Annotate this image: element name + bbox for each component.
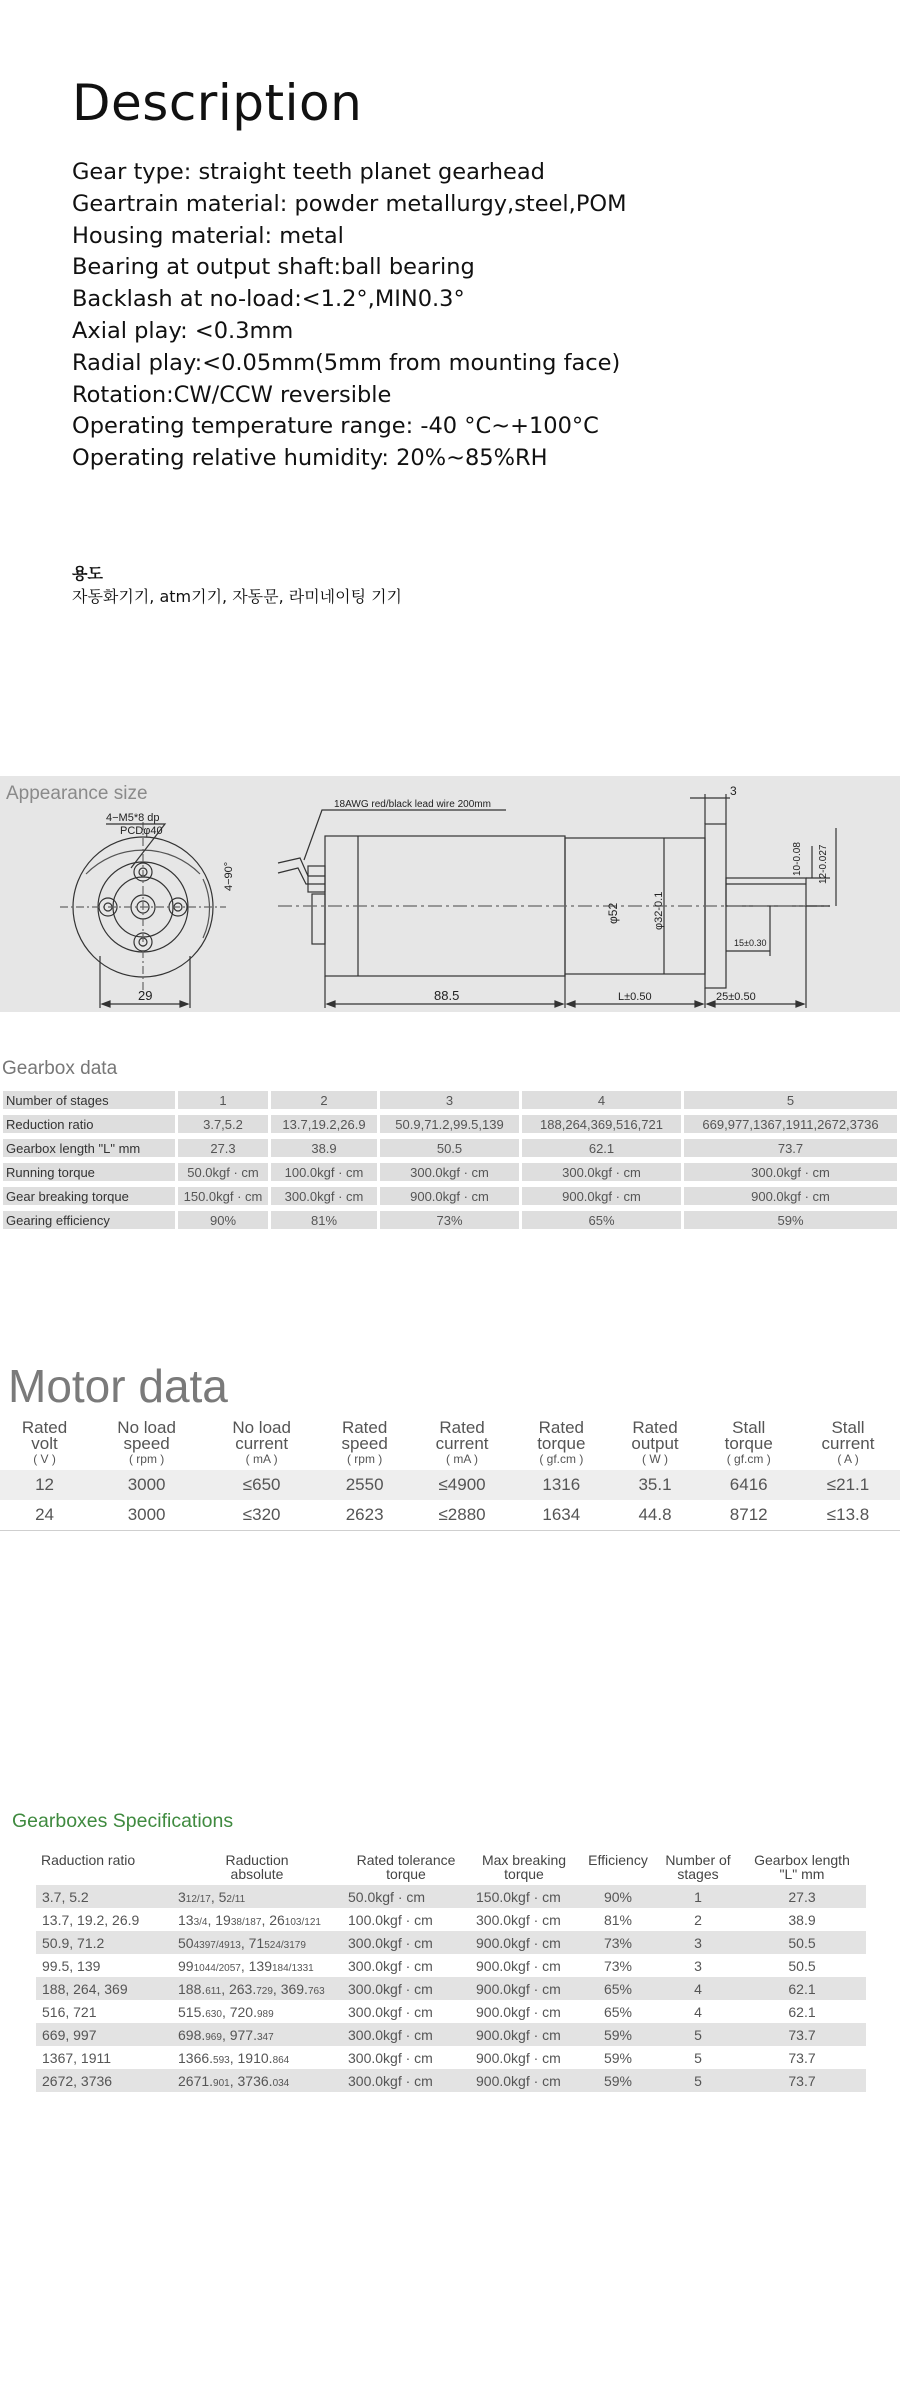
- table-cell: 50.5: [738, 1931, 866, 1954]
- abs-whole: 515.: [178, 2003, 206, 2020]
- table-cell: 3: [694, 1957, 702, 1974]
- desc-backlash: Backlash at no-load:<1.2°,MIN0.3°: [72, 286, 465, 313]
- table-cell: 90%: [178, 1211, 268, 1229]
- desc-axial-play: Axial play: <0.3mm: [72, 317, 294, 344]
- table-cell: ≤650: [204, 1470, 319, 1500]
- table-cell: ≤320: [204, 1500, 319, 1531]
- column-header: [342, 1852, 470, 1885]
- gearbox-data-table: [0, 1085, 900, 1235]
- column-header: [578, 1852, 658, 1885]
- row-label: Gearbox length "L" mm: [3, 1139, 175, 1157]
- table-cell: 24: [0, 1500, 89, 1531]
- table-cell: 1634: [514, 1500, 609, 1531]
- table-cell: 900.0kgf · cm: [476, 2049, 561, 2066]
- table-cell: 62.1: [738, 1977, 866, 2000]
- table-row: [36, 1977, 866, 2000]
- table-cell: 65%: [522, 1211, 681, 1229]
- table-row: [0, 1470, 900, 1500]
- column-header: [0, 1420, 89, 1470]
- table-cell: 59%: [603, 2049, 633, 2066]
- motor-data-table: [0, 1420, 900, 1531]
- table-row: [3, 1211, 897, 1229]
- table-cell: 5: [694, 2049, 702, 2066]
- table-cell: 50.9, 71.2: [36, 1931, 172, 1954]
- table-cell: 38.9: [271, 1139, 377, 1157]
- table-cell: 44.8: [609, 1500, 702, 1531]
- header-unit: ( A ): [837, 1452, 859, 1466]
- table-cell: [172, 1977, 342, 2000]
- abs-fraction: 12/17: [185, 1893, 211, 1905]
- abs-whole: 5: [218, 1888, 227, 1905]
- table-cell: 5: [684, 1091, 897, 1109]
- row-label: Gear breaking torque: [3, 1187, 175, 1205]
- table-cell: 2550: [319, 1470, 410, 1500]
- table-cell: 900.0kgf · cm: [470, 1977, 578, 2000]
- table-cell: ≤2880: [410, 1500, 514, 1531]
- table-cell: 300.0kgf · cm: [342, 1977, 470, 2000]
- abs-whole: 720.: [229, 2003, 257, 2020]
- abs-fraction: 729: [256, 1985, 273, 1997]
- column-header: [89, 1420, 204, 1470]
- abs-whole: 977.: [229, 2026, 257, 2043]
- abs-whole: 263.: [228, 1980, 257, 1997]
- separator: ,: [229, 2049, 238, 2066]
- table-cell: [172, 1885, 342, 1908]
- header-line: torque: [724, 1434, 773, 1453]
- row-label: Gearing efficiency: [3, 1211, 175, 1229]
- header-line: Rated tolerance: [356, 1852, 456, 1868]
- table-cell: [172, 2069, 342, 2092]
- table-cell: 81%: [603, 1911, 633, 1928]
- separator: ,: [221, 2026, 230, 2043]
- table-cell: 59%: [578, 2023, 658, 2046]
- table-cell: [172, 1931, 342, 1954]
- separator: ,: [221, 2003, 230, 2020]
- table-cell: 1367, 1911: [42, 2049, 112, 2066]
- table-cell: 516, 721: [42, 2003, 97, 2020]
- table-cell: 188,264,369,516,721: [522, 1115, 681, 1133]
- table-cell: 5: [658, 2069, 738, 2092]
- table-row: [36, 1908, 866, 1931]
- table-cell: 900.0kgf · cm: [380, 1187, 519, 1205]
- dim-32-label: φ32-0.1: [653, 891, 665, 930]
- table-cell: 2: [271, 1091, 377, 1109]
- table-cell: [172, 2046, 342, 2069]
- table-cell: ≤21.1: [796, 1470, 900, 1500]
- dim-29-label: 29: [138, 988, 153, 1003]
- abs-fraction: 2/11: [226, 1893, 246, 1905]
- table-cell: 12: [0, 1470, 89, 1500]
- header-line: Max breaking: [481, 1852, 567, 1868]
- abs-fraction: 989: [256, 2008, 274, 2020]
- table-cell: 300.0kgf · cm: [522, 1163, 681, 1181]
- table-cell: 50.0kgf · cm: [178, 1163, 268, 1181]
- usage-text: 자동화기기, atm기기, 자동문, 라미네이팅 기기: [72, 587, 403, 606]
- abs-fraction: 034: [272, 2077, 290, 2089]
- abs-fraction: 347: [256, 2031, 274, 2043]
- column-header: [410, 1420, 514, 1470]
- header-line: output: [631, 1434, 679, 1453]
- abs-fraction: 630: [205, 2008, 222, 2020]
- dim-10-label: 10-0.08: [792, 842, 803, 876]
- table-cell: 2: [694, 1911, 702, 1928]
- separator: ,: [221, 1980, 229, 1997]
- abs-whole: 2671.: [178, 2072, 214, 2089]
- table-cell: 300.0kgf · cm: [380, 1163, 519, 1181]
- header-line: Stall: [732, 1418, 766, 1437]
- abs-whole: 698.: [178, 2026, 206, 2043]
- header-line: torque: [504, 1866, 544, 1882]
- table-cell: 300.0kgf · cm: [342, 2069, 470, 2092]
- desc-operating-humidity: Operating relative humidity: 20%~85%RH: [72, 445, 548, 472]
- abs-fraction: 184/1331: [272, 1962, 314, 1974]
- column-header: [470, 1852, 578, 1885]
- column-header: [204, 1420, 319, 1470]
- dim-25-label: 25±0.50: [716, 991, 756, 1003]
- table-cell: 300.0kgf · cm: [684, 1163, 897, 1181]
- column-header: [514, 1420, 609, 1470]
- table-row: [36, 1931, 866, 1954]
- header-line: speed: [123, 1434, 170, 1453]
- dim-52-label: φ52: [606, 902, 620, 924]
- header-line: Raduction: [225, 1852, 289, 1868]
- column-header: [172, 1852, 342, 1885]
- table-row: [3, 1091, 897, 1109]
- spec-table-body: [36, 1885, 866, 2092]
- table-cell: 900.0kgf · cm: [476, 1957, 561, 1974]
- appearance-section: [0, 776, 900, 1012]
- table-cell: 4: [694, 2003, 702, 2020]
- header-line: Stall: [831, 1418, 865, 1437]
- table-row: [0, 1500, 900, 1531]
- separator: ,: [261, 1911, 270, 1928]
- table-row: [36, 2069, 866, 2092]
- table-cell: 59%: [578, 2069, 658, 2092]
- angle-label: 4−90°: [223, 861, 235, 891]
- table-cell: 73%: [380, 1211, 519, 1229]
- table-cell: 300.0kgf · cm: [342, 1931, 470, 1954]
- table-cell: 35.1: [609, 1470, 702, 1500]
- table-cell: 300.0kgf · cm: [476, 1911, 561, 1928]
- abs-whole: 3: [178, 1888, 186, 1905]
- table-cell: 65%: [578, 1977, 658, 2000]
- table-cell: 3: [658, 1931, 738, 1954]
- gearbox-data-title: Gearbox data: [2, 1058, 118, 1079]
- table-cell: 100.0kgf · cm: [271, 1163, 377, 1181]
- table-cell: 188, 264, 369: [36, 1977, 172, 2000]
- abs-whole: 71: [248, 1934, 265, 1951]
- table-cell: [172, 2000, 342, 2023]
- row-label: Running torque: [3, 1163, 175, 1181]
- table-cell: 2623: [319, 1500, 410, 1531]
- table-cell: [172, 1908, 342, 1931]
- header-unit: ( V ): [33, 1452, 56, 1466]
- header-unit: ( mA ): [245, 1452, 278, 1466]
- table-cell: 3.7, 5.2: [36, 1885, 172, 1908]
- lead-wire-label: 18AWG red/black lead wire 200mm: [334, 799, 491, 810]
- usage-title: 용도: [72, 564, 103, 583]
- abs-whole: 26: [269, 1911, 285, 1928]
- dim-12-label: 12-0.027: [818, 844, 829, 884]
- table-cell: 8712: [701, 1500, 796, 1531]
- table-cell: 900.0kgf · cm: [522, 1187, 681, 1205]
- table-cell: 6416: [701, 1470, 796, 1500]
- table-cell: 3000: [89, 1470, 204, 1500]
- table-cell: 50.9,71.2,99.5,139: [380, 1115, 519, 1133]
- table-cell: 3.7,5.2: [178, 1115, 268, 1133]
- table-cell: 3: [380, 1091, 519, 1109]
- abs-whole: 188.: [178, 1980, 206, 1997]
- table-cell: 1: [178, 1091, 268, 1109]
- column-header: [609, 1420, 702, 1470]
- table-cell: 4: [522, 1091, 681, 1109]
- header-unit: ( rpm ): [346, 1452, 383, 1466]
- table-cell: 62.1: [788, 2003, 816, 2020]
- table-cell: 81%: [271, 1211, 377, 1229]
- header-line: Rated: [21, 1418, 68, 1437]
- abs-fraction: 524/3179: [264, 1939, 306, 1951]
- separator: ,: [272, 1980, 281, 1997]
- table-cell: 65%: [603, 2003, 633, 2020]
- row-label: Reduction ratio: [3, 1115, 175, 1133]
- table-cell: 73.7: [738, 2023, 866, 2046]
- table-cell: 62.1: [522, 1139, 681, 1157]
- column-header: [36, 1852, 172, 1885]
- table-cell: 1316: [514, 1470, 609, 1500]
- desc-rotation: Rotation:CW/CCW reversible: [72, 381, 392, 408]
- header-line: No load: [232, 1418, 291, 1437]
- header-line: Rated: [538, 1418, 584, 1437]
- abs-fraction: 38/187: [230, 1916, 262, 1928]
- table-header-row: [36, 1852, 866, 1885]
- dim-l-label: L±0.50: [618, 991, 652, 1003]
- table-cell: 1: [658, 1885, 738, 1908]
- pcd-label: PCDφ40: [120, 825, 163, 837]
- header-line: volt: [31, 1434, 58, 1453]
- table-cell: 900.0kgf · cm: [470, 2069, 578, 2092]
- header-line: Gearbox length: [754, 1852, 850, 1868]
- table-cell: 900.0kgf · cm: [476, 2003, 561, 2020]
- table-cell: 900.0kgf · cm: [470, 2023, 578, 2046]
- table-cell: 59%: [684, 1211, 897, 1229]
- abs-fraction: 901: [213, 2077, 230, 2089]
- header-line: Raduction ratio: [41, 1852, 136, 1868]
- table-cell: 4: [658, 1977, 738, 2000]
- table-cell: 13.7, 19.2, 26.9: [42, 1911, 140, 1928]
- header-line: Rated: [341, 1418, 388, 1437]
- table-cell: 150.0kgf · cm: [470, 1885, 578, 1908]
- header-unit: ( rpm ): [128, 1452, 165, 1466]
- header-unit: ( gf.cm ): [539, 1452, 584, 1466]
- abs-fraction: 3/4: [193, 1916, 208, 1928]
- table-cell: 73%: [578, 1931, 658, 1954]
- description-list: [72, 157, 627, 475]
- header-unit: ( gf.cm ): [726, 1452, 771, 1466]
- table-cell: 150.0kgf · cm: [178, 1187, 268, 1205]
- table-cell: 50.5: [380, 1139, 519, 1157]
- table-cell: 73%: [603, 1957, 633, 1974]
- table-row: [3, 1115, 897, 1133]
- header-line: current: [821, 1434, 875, 1453]
- separator: ,: [229, 2072, 238, 2089]
- gearbox-specs-title: Gearboxes Specifications: [12, 1810, 234, 1832]
- abs-fraction: 593: [213, 2054, 230, 2066]
- header-line: torque: [386, 1866, 426, 1882]
- table-cell: 99.5, 139: [42, 1957, 101, 1974]
- table-cell: 50.5: [788, 1957, 816, 1974]
- description-title: Description: [72, 74, 363, 132]
- table-cell: 300.0kgf · cm: [348, 2003, 433, 2020]
- abs-whole: 1366.: [178, 2049, 214, 2066]
- column-header: [796, 1420, 900, 1470]
- desc-gear-type: Gear type: straight teeth planet gearhead: [72, 159, 545, 185]
- abs-whole: 1910.: [237, 2049, 273, 2066]
- abs-whole: 369.: [280, 1980, 308, 1997]
- table-cell: 73.7: [788, 2049, 816, 2066]
- header-unit: ( mA ): [446, 1452, 479, 1466]
- abs-fraction: 4397/4913: [193, 1939, 241, 1951]
- table-header-row: [0, 1420, 900, 1470]
- table-cell: 900.0kgf · cm: [684, 1187, 897, 1205]
- motor-data-title: Motor data: [8, 1360, 228, 1412]
- table-cell: 300.0kgf · cm: [348, 2049, 433, 2066]
- separator: ,: [207, 1911, 216, 1928]
- table-cell: 669, 997: [36, 2023, 172, 2046]
- abs-whole: 99: [178, 1957, 194, 1974]
- table-row: [3, 1187, 897, 1205]
- table-row: [36, 1885, 866, 1908]
- appearance-title: Appearance size: [6, 783, 148, 804]
- separator: ,: [240, 1957, 249, 1974]
- table-cell: 300.0kgf · cm: [271, 1187, 377, 1205]
- abs-fraction: 1044/2057: [193, 1962, 241, 1974]
- header-line: "L" mm: [779, 1866, 825, 1882]
- dimension-drawing: [0, 776, 900, 1012]
- table-cell: 300.0kgf · cm: [342, 2023, 470, 2046]
- abs-fraction: 969: [205, 2031, 222, 2043]
- table-cell: ≤4900: [410, 1470, 514, 1500]
- dim-88-5-label: 88.5: [434, 988, 460, 1003]
- header-line: No load: [117, 1418, 176, 1437]
- header-line: absolute: [230, 1866, 284, 1882]
- header-line: Rated: [439, 1418, 485, 1437]
- output-shaft: [726, 878, 806, 906]
- column-header: [658, 1852, 738, 1885]
- row-label: Number of stages: [3, 1091, 175, 1109]
- table-cell: 5: [658, 2023, 738, 2046]
- abs-whole: 50: [178, 1934, 194, 1951]
- column-header: [319, 1420, 410, 1470]
- table-row: [36, 2023, 866, 2046]
- column-header: [701, 1420, 796, 1470]
- table-cell: 900.0kgf · cm: [470, 1931, 578, 1954]
- holes-label: 4−M5*8 dp: [106, 812, 160, 824]
- header-line: speed: [341, 1434, 388, 1453]
- gearbox-specs-table: [36, 1852, 866, 2092]
- header-line: current: [435, 1434, 489, 1453]
- desc-bearing: Bearing at output shaft:ball bearing: [72, 254, 475, 281]
- table-cell: 50.0kgf · cm: [342, 1885, 470, 1908]
- separator: ,: [240, 1934, 249, 1951]
- header-line: current: [235, 1434, 289, 1453]
- header-line: Number of: [665, 1852, 731, 1868]
- desc-geartrain-material: Geartrain material: powder metallurgy,steel,POM: [72, 190, 627, 217]
- table-row: [3, 1139, 897, 1157]
- table-cell: 38.9: [788, 1911, 816, 1928]
- table-cell: 300.0kgf · cm: [348, 1957, 433, 1974]
- abs-fraction: 611: [205, 1985, 222, 1997]
- abs-whole: 13: [178, 1911, 194, 1928]
- header-line: stages: [677, 1866, 719, 1882]
- table-cell: 90%: [578, 1885, 658, 1908]
- abs-fraction: 103/121: [284, 1916, 321, 1928]
- table-cell: [172, 1954, 342, 1977]
- abs-whole: 3736.: [237, 2072, 273, 2089]
- table-cell: 73.7: [684, 1139, 897, 1157]
- table-cell: 73.7: [738, 2069, 866, 2092]
- abs-fraction: 864: [272, 2054, 290, 2066]
- header-unit: ( W ): [642, 1452, 669, 1466]
- table-cell: 27.3: [738, 1885, 866, 1908]
- header-line: Rated: [632, 1418, 678, 1437]
- header-line: torque: [537, 1434, 586, 1453]
- table-row: [36, 2046, 866, 2069]
- table-cell: ≤13.8: [796, 1500, 900, 1531]
- column-header: [738, 1852, 866, 1885]
- table-row: [3, 1163, 897, 1181]
- table-cell: 669,977,1367,1911,2672,3736: [684, 1115, 897, 1133]
- dim-3-label: 3: [730, 784, 737, 798]
- desc-radial-play: Radial play:<0.05mm(5mm from mounting face): [72, 349, 621, 376]
- header-line: Efficiency: [588, 1852, 648, 1868]
- table-cell: 2672, 3736: [36, 2069, 172, 2092]
- desc-operating-temperature: Operating temperature range: -40 °C~+100°C: [72, 413, 599, 440]
- abs-fraction: 763: [307, 1985, 325, 1997]
- table-row: [36, 1954, 866, 1977]
- table-cell: [172, 2023, 342, 2046]
- table-cell: 27.3: [178, 1139, 268, 1157]
- table-cell: 13.7,19.2,26.9: [271, 1115, 377, 1133]
- abs-whole: 139: [248, 1957, 272, 1974]
- table-cell: 100.0kgf · cm: [348, 1911, 433, 1928]
- desc-housing-material: Housing material: metal: [72, 222, 344, 249]
- abs-whole: 19: [215, 1911, 231, 1928]
- dim-15-label: 15±0.30: [734, 938, 767, 948]
- table-row: [36, 2000, 866, 2023]
- separator: ,: [210, 1888, 219, 1905]
- table-cell: 3000: [89, 1500, 204, 1531]
